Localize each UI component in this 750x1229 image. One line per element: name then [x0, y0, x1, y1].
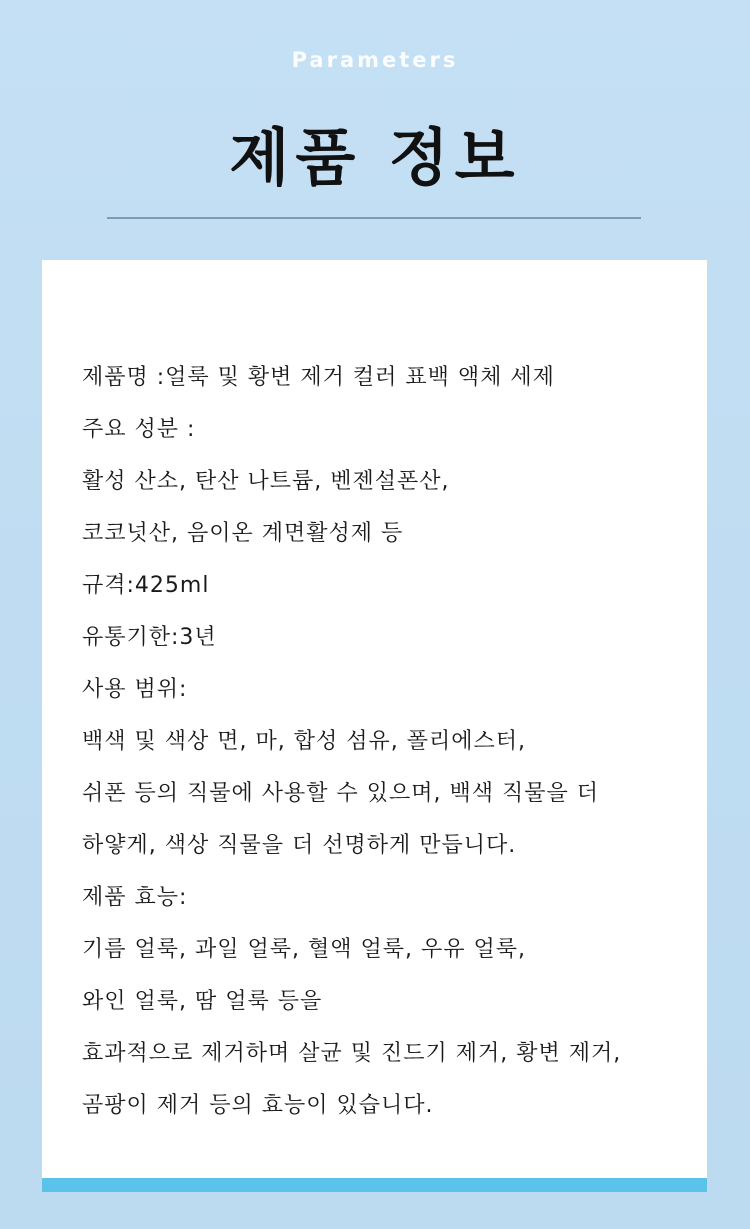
card-accent-bar [42, 1178, 707, 1192]
info-line-effects-2: 와인 얼룩, 땀 얼룩 등을 [82, 989, 323, 1014]
info-line-effects-4: 곰팡이 제거 등의 효능이 있습니다. [82, 1093, 434, 1118]
info-line-size: 규격:425ml [82, 573, 210, 598]
product-info-list [82, 352, 692, 1132]
info-line-ingredients-2: 코코넛산, 음이온 계면활성제 등 [82, 521, 404, 546]
page-title: 제품 정보 [229, 121, 521, 194]
subtitle-parameters: Parameters [291, 48, 459, 72]
info-line-ingredients-1: 활성 산소, 탄산 나트륨, 벤젠설폰산, [82, 469, 450, 494]
info-line-shelf-life: 유통기한:3년 [82, 625, 217, 650]
product-info-card [42, 260, 707, 1178]
info-line-usage-2: 쉬폰 등의 직물에 사용할 수 있으며, 백색 직물을 더 [82, 781, 599, 806]
title-divider [107, 217, 641, 219]
info-line-product-name: 제품명 :얼룩 및 황변 제거 컬러 표백 액체 세제 [82, 365, 555, 390]
info-line-effects-heading: 제품 효능: [82, 885, 188, 910]
info-line-usage-3: 하얗게, 색상 직물을 더 선명하게 만듭니다. [82, 833, 517, 858]
info-line-effects-1: 기름 얼룩, 과일 얼룩, 혈액 얼룩, 우유 얼룩, [82, 937, 526, 962]
info-line-usage-heading: 사용 범위: [82, 677, 188, 702]
info-line-usage-1: 백색 및 색상 면, 마, 합성 섬유, 폴리에스터, [82, 729, 526, 754]
info-line-effects-3: 효과적으로 제거하며 살균 및 진드기 제거, 황변 제거, [82, 1041, 622, 1066]
info-line-ingredients-heading: 주요 성분 : [82, 417, 196, 442]
